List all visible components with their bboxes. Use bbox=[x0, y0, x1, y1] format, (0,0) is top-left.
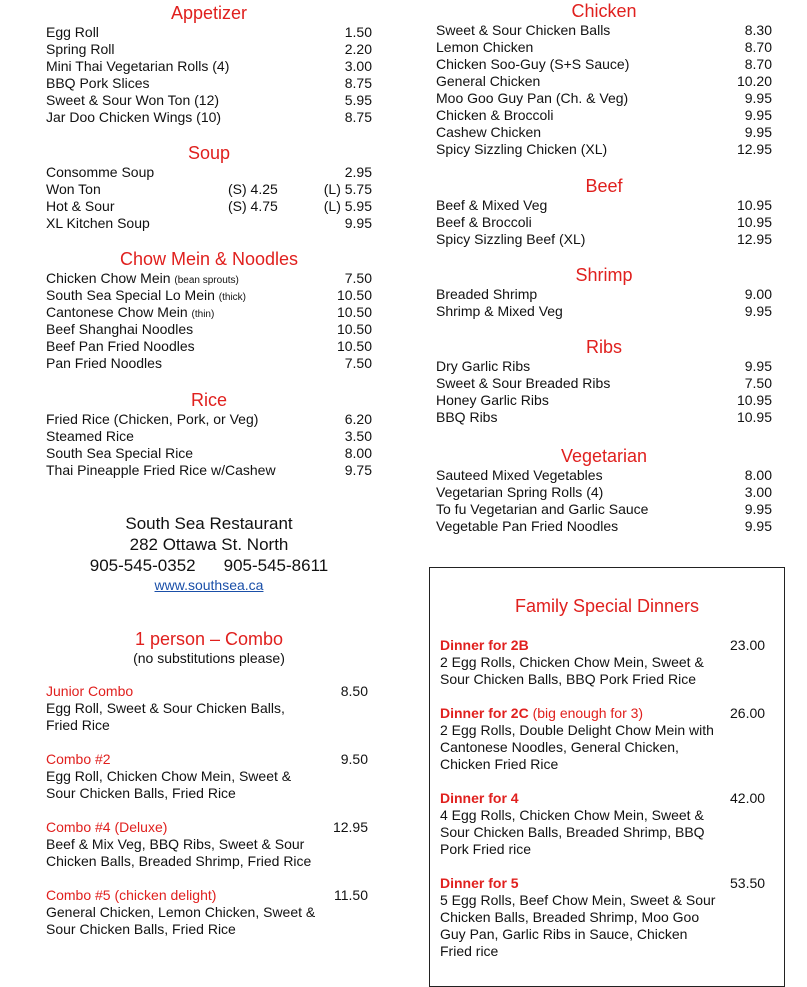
price: 12.95 bbox=[736, 231, 772, 247]
vegetarian-section bbox=[436, 445, 772, 535]
large-price: (L) 5.75 bbox=[323, 181, 372, 197]
menu-item: Thai Pineapple Fried Rice w/Cashew 9.75 bbox=[46, 462, 372, 478]
menu-item: Beef Pan Fried Noodles 10.50 bbox=[46, 338, 372, 354]
combo-price: 12.95 bbox=[332, 819, 368, 835]
price: 5.95 bbox=[344, 92, 372, 108]
combo-name: Combo #5 (chicken delight) bbox=[46, 887, 217, 903]
menu-item: Sweet & Sour Chicken Balls 8.30 bbox=[436, 22, 772, 38]
price: 2.95 bbox=[344, 164, 372, 180]
section-title-chow-mein: Chow Mein & Noodles bbox=[119, 249, 299, 269]
price: 7.50 bbox=[744, 375, 772, 391]
combo-item bbox=[46, 887, 372, 938]
combo-price: 9.50 bbox=[340, 751, 368, 767]
combo-item bbox=[46, 819, 372, 870]
menu-item: Chicken Chow Mein (bean sprouts) 7.50 bbox=[46, 270, 372, 286]
dinner-name: Dinner for 4 bbox=[440, 790, 519, 806]
price: 12.95 bbox=[736, 141, 772, 157]
combo-name: Combo #2 bbox=[46, 751, 111, 767]
price: 9.95 bbox=[744, 358, 772, 374]
large-price: (L) 5.95 bbox=[323, 198, 372, 214]
price: 8.70 bbox=[744, 39, 772, 55]
menu-item: Breaded Shrimp 9.00 bbox=[436, 286, 772, 302]
dinner-desc: 4 Egg Rolls, Chicken Chow Mein, Sweet & Sour Chicken Balls, Breaded Shrimp, BBQ Pork Fried rice bbox=[440, 807, 705, 857]
website-link[interactable]: www.southsea.ca bbox=[154, 577, 264, 593]
menu-item: Vegetarian Spring Rolls (4) 3.00 bbox=[436, 484, 772, 500]
price: 9.95 bbox=[744, 107, 772, 123]
combo-price: 8.50 bbox=[340, 683, 368, 699]
dinner-price: 42.00 bbox=[730, 790, 766, 806]
menu-item: Cantonese Chow Mein (thin) 10.50 bbox=[46, 304, 372, 320]
price: 10.50 bbox=[336, 287, 372, 303]
chow-mein-section bbox=[46, 248, 372, 372]
menu-item: Shrimp & Mixed Veg 9.95 bbox=[436, 303, 772, 319]
combo-desc: Egg Roll, Chicken Chow Mein, Sweet & Sour Chicken Balls, Fried Rice bbox=[46, 768, 292, 801]
section-title-beef: Beef bbox=[585, 176, 623, 196]
price: 9.95 bbox=[744, 518, 772, 534]
price: 6.20 bbox=[344, 411, 372, 427]
menu-item: Spicy Sizzling Beef (XL) 12.95 bbox=[436, 231, 772, 247]
dinner-item bbox=[440, 637, 770, 688]
menu-item: Hot & Sour (S) 4.75 (L) 5.95 bbox=[46, 198, 372, 214]
dinner-name: Dinner for 5 bbox=[440, 875, 519, 891]
shrimp-section bbox=[436, 264, 772, 320]
dinner-item bbox=[440, 790, 770, 858]
menu-item: BBQ Pork Slices 8.75 bbox=[46, 75, 372, 91]
appetizer-section bbox=[46, 2, 372, 126]
menu-item: Pan Fried Noodles 7.50 bbox=[46, 355, 372, 371]
price: 9.95 bbox=[744, 124, 772, 140]
phone-2: 905-545-8611 bbox=[223, 556, 329, 575]
dinner-note: (big enough for 3) bbox=[532, 705, 644, 721]
menu-item: Chicken & Broccoli 9.95 bbox=[436, 107, 772, 123]
menu-item: Chicken Soo-Guy (S+S Sauce) 8.70 bbox=[436, 56, 772, 72]
menu-item: To fu Vegetarian and Garlic Sauce 9.95 bbox=[436, 501, 772, 517]
dinner-item bbox=[440, 705, 770, 773]
combo-title: 1 person – Combo bbox=[134, 629, 284, 649]
combo-desc: Egg Roll, Sweet & Sour Chicken Balls, Fried Rice bbox=[46, 700, 285, 733]
price: 8.00 bbox=[744, 467, 772, 483]
price: 9.95 bbox=[744, 90, 772, 106]
dinner-desc: 2 Egg Rolls, Double Delight Chow Mein with Cantonese Noodles, General Chicken, Chicken Fried Rice bbox=[440, 722, 714, 772]
menu-item: Moo Goo Guy Pan (Ch. & Veg) 9.95 bbox=[436, 90, 772, 106]
menu-item: Jar Doo Chicken Wings (10) 8.75 bbox=[46, 109, 372, 125]
menu-item: Sweet & Sour Breaded Ribs 7.50 bbox=[436, 375, 772, 391]
menu-item: Sweet & Sour Won Ton (12) 5.95 bbox=[46, 92, 372, 108]
menu-item: Consomme Soup 2.95 bbox=[46, 164, 372, 180]
menu-item: Spring Roll 2.20 bbox=[46, 41, 372, 57]
rice-section bbox=[46, 389, 372, 479]
menu-item: BBQ Ribs 10.95 bbox=[436, 409, 772, 425]
menu-item: South Sea Special Rice 8.00 bbox=[46, 445, 372, 461]
price: 9.95 bbox=[344, 215, 372, 231]
combo-name: Junior Combo bbox=[46, 683, 134, 699]
dinner-desc: 5 Egg Rolls, Beef Chow Mein, Sweet & Sour Chicken Balls, Breaded Shrimp, Moo Goo Guy Pan, Garlic Ribs in Sauce, Chicken Fried rice bbox=[440, 892, 716, 959]
beef-section bbox=[436, 175, 772, 248]
dinner-price: 53.50 bbox=[730, 875, 766, 891]
menu-item: Won Ton (S) 4.25 (L) 5.75 bbox=[46, 181, 372, 197]
price: 7.50 bbox=[344, 270, 372, 286]
menu-item: Lemon Chicken 8.70 bbox=[436, 39, 772, 55]
restaurant-name: South Sea Restaurant bbox=[125, 514, 293, 533]
item-note: (thick) bbox=[218, 292, 247, 303]
menu-item: Honey Garlic Ribs 10.95 bbox=[436, 392, 772, 408]
price: 1.50 bbox=[344, 24, 372, 40]
small-price: (S) 4.25 bbox=[228, 181, 278, 197]
restaurant-info bbox=[46, 513, 372, 594]
section-title-chicken: Chicken bbox=[571, 1, 637, 21]
menu-item: Vegetable Pan Fried Noodles 9.95 bbox=[436, 518, 772, 534]
section-title-soup: Soup bbox=[187, 143, 231, 163]
section-title-ribs: Ribs bbox=[585, 337, 622, 357]
price: 8.00 bbox=[344, 445, 372, 461]
menu-item: Dry Garlic Ribs 9.95 bbox=[436, 358, 772, 374]
menu-item: South Sea Special Lo Mein (thick) 10.50 bbox=[46, 287, 372, 303]
price: 9.75 bbox=[344, 462, 372, 478]
menu-item: Mini Thai Vegetarian Rolls (4) 3.00 bbox=[46, 58, 372, 74]
price: 10.20 bbox=[736, 73, 772, 89]
price: 8.30 bbox=[744, 22, 772, 38]
price: 8.70 bbox=[744, 56, 772, 72]
menu-item: Beef & Mixed Veg 10.95 bbox=[436, 197, 772, 213]
combo-name: Combo #4 (Deluxe) bbox=[46, 819, 168, 835]
chicken-section bbox=[436, 0, 772, 158]
combo-item bbox=[46, 683, 372, 734]
menu-item: Egg Roll 1.50 bbox=[46, 24, 372, 40]
price: 10.95 bbox=[736, 409, 772, 425]
menu-item: Beef & Broccoli 10.95 bbox=[436, 214, 772, 230]
combo-desc: Beef & Mix Veg, BBQ Ribs, Sweet & Sour Chicken Balls, Breaded Shrimp, Fried Rice bbox=[46, 836, 312, 869]
dinner-desc: 2 Egg Rolls, Chicken Chow Mein, Sweet & Sour Chicken Balls, BBQ Pork Fried Rice bbox=[440, 654, 704, 687]
menu-item: Beef Shanghai Noodles 10.50 bbox=[46, 321, 372, 337]
dinner-name: Dinner for 2B bbox=[440, 637, 529, 653]
family-special-box bbox=[429, 567, 785, 987]
ribs-section bbox=[436, 336, 772, 426]
small-price: (S) 4.75 bbox=[228, 198, 278, 214]
combo-desc: General Chicken, Lemon Chicken, Sweet & Sour Chicken Balls, Fried Rice bbox=[46, 904, 316, 937]
price: 3.00 bbox=[344, 58, 372, 74]
price: 7.50 bbox=[344, 355, 372, 371]
restaurant-address: 282 Ottawa St. North bbox=[129, 535, 289, 554]
menu-item: XL Kitchen Soup 9.95 bbox=[46, 215, 372, 231]
dinner-item bbox=[440, 875, 770, 960]
price: 10.95 bbox=[736, 214, 772, 230]
section-title-appetizer: Appetizer bbox=[170, 3, 248, 23]
phone-1: 905-545-0352 bbox=[89, 556, 196, 575]
menu-item: Sauteed Mixed Vegetables 8.00 bbox=[436, 467, 772, 483]
dinner-price: 23.00 bbox=[730, 637, 766, 653]
dinner-price: 26.00 bbox=[730, 705, 766, 721]
menu-item: General Chicken 10.20 bbox=[436, 73, 772, 89]
price: 9.95 bbox=[744, 501, 772, 517]
family-title: Family Special Dinners bbox=[514, 596, 700, 616]
price: 10.50 bbox=[336, 321, 372, 337]
price: 8.75 bbox=[344, 109, 372, 125]
price: 10.50 bbox=[336, 304, 372, 320]
price: 2.20 bbox=[344, 41, 372, 57]
price: 10.95 bbox=[736, 392, 772, 408]
price: 3.50 bbox=[344, 428, 372, 444]
menu-item: Cashew Chicken 9.95 bbox=[436, 124, 772, 140]
dinner-name: Dinner for 2C (big enough for 3) bbox=[440, 705, 644, 721]
price: 9.00 bbox=[744, 286, 772, 302]
combo-header bbox=[46, 628, 372, 667]
price: 10.50 bbox=[336, 338, 372, 354]
price: 10.95 bbox=[736, 197, 772, 213]
section-title-rice: Rice bbox=[190, 390, 227, 410]
soup-section bbox=[46, 142, 372, 232]
price: 8.75 bbox=[344, 75, 372, 91]
item-note: (bean sprouts) bbox=[174, 275, 239, 286]
combo-price: 11.50 bbox=[334, 887, 368, 903]
section-title-shrimp: Shrimp bbox=[575, 265, 633, 285]
price: 3.00 bbox=[744, 484, 772, 500]
section-title-vegetarian: Vegetarian bbox=[560, 446, 648, 466]
combo-item bbox=[46, 751, 372, 802]
menu-item: Steamed Rice 3.50 bbox=[46, 428, 372, 444]
phone-numbers bbox=[46, 555, 372, 576]
menu-item: Spicy Sizzling Chicken (XL) 12.95 bbox=[436, 141, 772, 157]
menu-item: Fried Rice (Chicken, Pork, or Veg) 6.20 bbox=[46, 411, 372, 427]
combo-subtitle: (no substitutions please) bbox=[133, 650, 285, 666]
item-note: (thin) bbox=[191, 309, 215, 320]
price: 9.95 bbox=[744, 303, 772, 319]
